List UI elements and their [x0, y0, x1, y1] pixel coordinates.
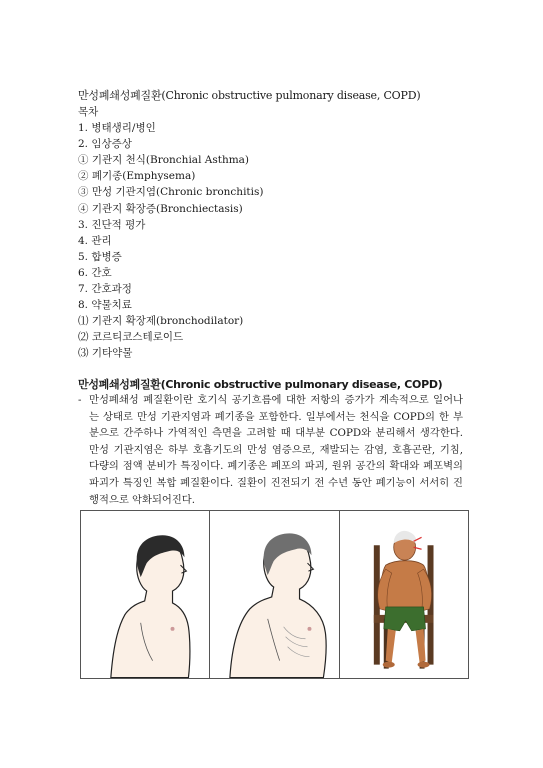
toc-item: ⑴ 기관지 확장제(bronchodilator)	[78, 315, 244, 328]
bullet-dash: -	[78, 394, 82, 406]
toc-item: ④ 기관지 확장증(Bronchiectasis)	[78, 202, 243, 215]
seated-tripod-man-icon	[340, 511, 468, 678]
toc-label: 목차	[78, 106, 99, 118]
figure-normal-chest	[81, 511, 210, 678]
toc-item: 6. 간호	[78, 266, 112, 279]
toc-item: 7. 간호과정	[78, 283, 132, 296]
figure-barrel-chest	[210, 511, 339, 678]
document-title: 만성폐쇄성폐질환(Chronic obstructive pulmonary disease, COPD)	[78, 89, 421, 102]
toc-item: 4. 관리	[78, 234, 112, 247]
toc-item: ② 폐기종(Emphysema)	[78, 170, 196, 183]
toc-item: 2. 임상증상	[78, 138, 132, 151]
toc-item: ① 기관지 천식(Bronchial Asthma)	[78, 154, 250, 167]
toc-item: 3. 진단적 평가	[78, 218, 146, 231]
toc-item: ⑵ 코르티코스테로이드	[78, 331, 184, 344]
table-of-contents	[78, 104, 264, 362]
section-heading: 만성폐쇄성폐질환(Chronic obstructive pulmonary disease, COPD)	[78, 378, 443, 391]
section-paragraph	[78, 392, 463, 508]
toc-item: 1. 병태생리/병인	[78, 122, 156, 135]
figure-seated-man	[340, 511, 468, 678]
toc-item: ⑶ 기타약물	[78, 347, 133, 360]
toc-item: ③ 만성 기관지염(Chronic bronchitis)	[78, 186, 264, 199]
figure-panel	[80, 510, 469, 679]
toc-item: 8. 약물치료	[78, 299, 132, 312]
normal-chest-profile-icon	[81, 511, 209, 678]
toc-item: 5. 합병증	[78, 250, 122, 263]
barrel-chest-profile-icon	[210, 511, 338, 678]
paragraph-text: 만성폐쇄성 폐질환이란 호기식 공기흐름에 대한 저항의 증가가 계속적으로 일어나는 상태로 만성 기관지염과 폐기종을 포함한다. 일부에서는 천식을 COPD의 한 부분으로 간주하나 가역적인 측면을 고려할 때 대부분 COPD와 분리해서 생각한다. 만성 기관지염은 하부 호흡기도의 만성 염증으로, 재발되는 감염, 호흡곤란, 기침, 다량의 점액 분비가 특징이다. 폐기종은 폐포의 파괴, 원위 공간의 확대와 폐포벽의 파괴가 특징인 복합 폐질환이다. 질환이 진전되기 전 수년 동안 폐기능이 서서히 진행적으로 악화되어진다.	[89, 394, 463, 506]
